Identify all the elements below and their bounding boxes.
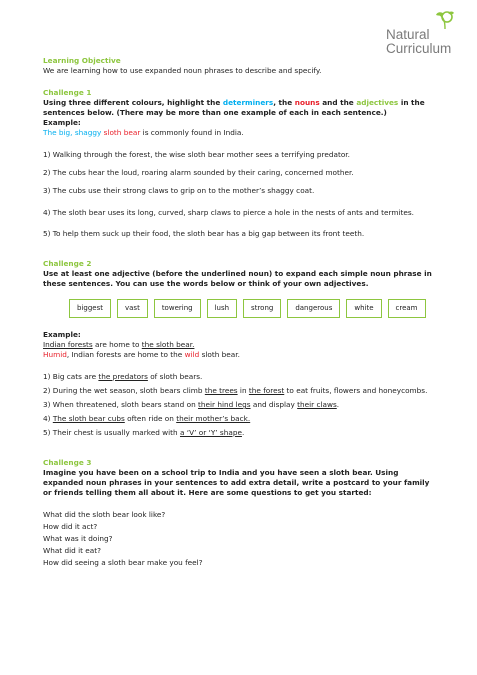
word-bank-item: biggest — [69, 299, 111, 318]
learning-objective-text: We are learning how to use expanded noun phrases to describe and specify. — [43, 66, 322, 75]
challenge-1-instructions: Using three different colours, highlight the determiners, the nouns and the adjectives in the sentences below. (There may be more than one example of each in each sentence.) — [43, 98, 425, 117]
word-bank-item: towering — [154, 299, 201, 318]
challenge-1-heading: Challenge 1 — [43, 88, 92, 97]
challenge-1-sentence: 3) The cubs use their strong claws to grip on to the mother’s shaggy coat. — [43, 186, 315, 195]
logo-text-natural: Natural — [386, 27, 430, 42]
challenge-3-question: How did seeing a sloth bear make you feel? — [43, 558, 203, 567]
challenge-3-instructions: Imagine you have been on a school trip to India and you have seen a sloth bear. Using expanded noun phrases in your sentences to add extra detail, write a postcard to your family or friends telling them all about it. Here are some questions to get you started: — [43, 468, 430, 497]
adjectives-label: adjectives — [356, 98, 399, 107]
challenge-1-sentence: 5) To help them suck up their food, the sloth bear has a big gap between its front teeth. — [43, 229, 365, 238]
challenge-1-sentence: 4) The sloth bear uses its long, curved, sharp claws to pierce a hole in the nests of ants and termites. — [43, 208, 414, 217]
worksheet-content — [43, 56, 433, 568]
challenge-3-heading: Challenge 3 — [43, 458, 92, 467]
challenge-1-sentence: 1) Walking through the forest, the wise sloth bear mother sees a terrifying predator. — [43, 150, 350, 159]
challenge-2-example-2: Humid, Indian forests are home to the wild sloth bear. — [43, 350, 240, 359]
challenge-1-example-label: Example: — [43, 118, 81, 127]
learning-objective-heading: Learning Objective — [43, 56, 121, 65]
word-bank — [69, 299, 433, 318]
challenge-2-sentence: 3) When threatened, sloth bears stand on their hind legs and display their claws. — [43, 400, 340, 409]
word-bank-item: lush — [207, 299, 237, 318]
challenge-2-sentence: 5) Their chest is usually marked with a ‘V’ or ‘Y’ shape. — [43, 428, 245, 437]
leaf-sprout-icon — [434, 10, 456, 30]
challenge-2-sentence: 4) The sloth bear cubs often ride on their mother’s back. — [43, 414, 251, 423]
logo-text-curriculum: Curriculum — [386, 41, 452, 56]
challenge-3-question: What did the sloth bear look like? — [43, 510, 166, 519]
challenge-2-instructions: Use at least one adjective (before the underlined noun) to expand each simple noun phrase in these sentences. You can use the words below or think of your own adjectives. — [43, 269, 432, 288]
challenge-3-question: What was it doing? — [43, 534, 113, 543]
challenge-1-sentence: 2) The cubs hear the loud, roaring alarm sounded by their caring, concerned mother. — [43, 168, 354, 177]
challenge-2-heading: Challenge 2 — [43, 259, 92, 268]
challenge-2-example-label: Example: — [43, 330, 81, 339]
nouns-label: nouns — [294, 98, 320, 107]
challenge-2-sentence: 2) During the wet season, sloth bears climb the trees in the forest to eat fruits, flowers and honeycombs. — [43, 386, 428, 395]
natural-curriculum-logo — [386, 10, 470, 56]
word-bank-item: dangerous — [287, 299, 340, 318]
challenge-2-example-1: Indian forests are home to the sloth bear. — [43, 340, 195, 349]
challenge-2-sentence: 1) Big cats are the predators of sloth bears. — [43, 372, 203, 381]
challenge-3-question: What did it eat? — [43, 546, 102, 555]
word-bank-item: vast — [117, 299, 148, 318]
word-bank-item: white — [346, 299, 381, 318]
word-bank-item: cream — [388, 299, 426, 318]
challenge-1-example: The big, shaggy sloth bear is commonly found in India. — [43, 128, 244, 137]
challenge-3-question: How did it act? — [43, 522, 98, 531]
determiners-label: determiners — [222, 98, 274, 107]
word-bank-item: strong — [243, 299, 281, 318]
